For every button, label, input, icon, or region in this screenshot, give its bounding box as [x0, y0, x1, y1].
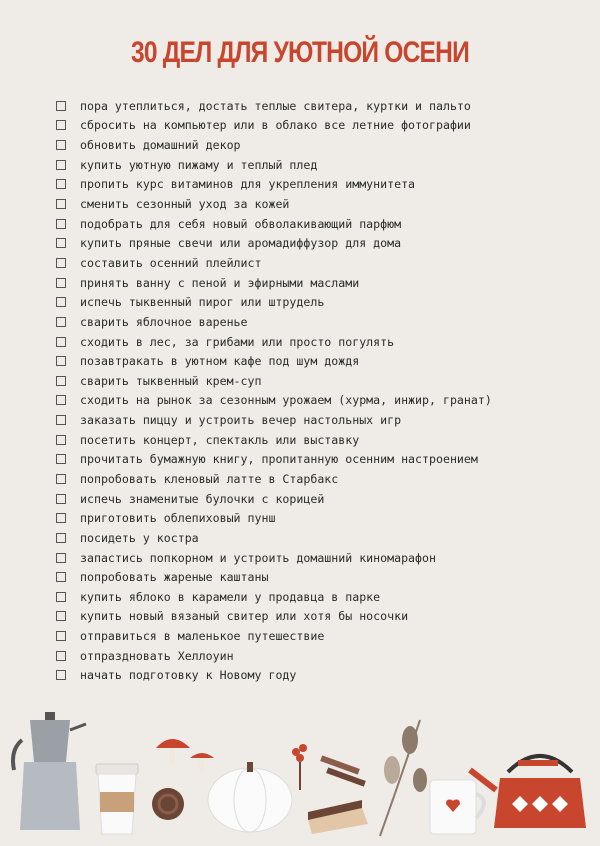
checkbox-icon — [56, 199, 66, 209]
list-item-label: позавтракать в уютном кафе под шум дождя — [80, 354, 360, 369]
list-item-label: посетить концерт, спектакль или выставку — [80, 432, 360, 447]
list-item-label: сварить яблочное варенье — [80, 314, 248, 329]
list-item — [56, 292, 596, 312]
cinnamon-roll-icon — [152, 788, 184, 820]
list-item — [56, 626, 596, 646]
list-item — [56, 253, 596, 273]
list-item — [56, 96, 596, 116]
list-item-label: сбросить на компьютер или в облако все летние фотографии — [80, 118, 471, 133]
list-item-label: купить уютную пижаму и теплый плед — [80, 157, 318, 172]
checkbox-icon — [56, 533, 66, 543]
checkbox-icon — [56, 395, 66, 405]
list-item — [56, 430, 596, 450]
list-item-label: принять ванну с пеной и эфирными маслами — [80, 275, 360, 290]
list-item — [56, 312, 596, 332]
checkbox-icon — [56, 494, 66, 504]
oak-branch-icon — [380, 720, 427, 836]
checkbox-icon — [56, 572, 66, 582]
checkbox-icon — [56, 651, 66, 661]
list-item-label: приготовить облепиховый пунш — [80, 511, 276, 526]
list-item-label: пропить курс витаминов для укрепления иммунитета — [80, 177, 416, 192]
coffee-cup-icon — [96, 764, 138, 834]
list-item-label: сменить сезонный уход за кожей — [80, 197, 290, 212]
list-item — [56, 489, 596, 509]
list-item-label: заказать пиццу и устроить вечер настольных игр — [80, 413, 402, 428]
checkbox-icon — [56, 160, 66, 170]
moka-pot-icon — [13, 712, 86, 830]
checkbox-icon — [56, 670, 66, 680]
list-item-label: отправиться в маленькое путешествие — [80, 629, 325, 644]
checkbox-icon — [56, 513, 66, 523]
checkbox-icon — [56, 238, 66, 248]
list-item — [56, 194, 596, 214]
list-item — [56, 155, 596, 175]
list-item — [56, 528, 596, 548]
list-item-label: попробовать жареные каштаны — [80, 570, 269, 585]
list-item-label: сходить в лес, за грибами или просто погулять — [80, 334, 395, 349]
list-item-label: обновить домашний декор — [80, 138, 241, 153]
checkbox-icon — [56, 278, 66, 288]
list-item-label: купить пряные свечи или аромадиффузор для дома — [80, 236, 402, 251]
list-item — [56, 666, 596, 686]
checkbox-icon — [56, 179, 66, 189]
pumpkin-icon — [208, 762, 292, 832]
checkbox-icon — [56, 120, 66, 130]
list-item — [56, 233, 596, 253]
list-item-label: подобрать для себя новый обволакивающий парфюм — [80, 216, 402, 231]
list-item — [56, 607, 596, 627]
checkbox-icon — [56, 297, 66, 307]
checkbox-icon — [56, 101, 66, 111]
checkbox-icon — [56, 553, 66, 563]
list-item-label: сходить на рынок за сезонным урожаем (хурма, инжир, гранат) — [80, 393, 492, 408]
checkbox-icon — [56, 611, 66, 621]
list-item — [56, 135, 596, 155]
list-item — [56, 587, 596, 607]
list-item-label: сварить тыквенный крем-суп — [80, 373, 262, 388]
heart-mug-icon — [430, 780, 484, 834]
list-item — [56, 508, 596, 528]
list-item-label: запастись попкорном и устроить домашний киномарафон — [80, 550, 436, 565]
page-title: 30 ДЕЛ ДЛЯ УЮТНОЙ ОСЕНИ — [131, 36, 469, 69]
autumn-illustrations — [0, 700, 600, 846]
list-item — [56, 351, 596, 371]
list-item — [56, 450, 596, 470]
list-item-label: попробовать кленовый латте в Старбакс — [80, 471, 339, 486]
checkbox-icon — [56, 631, 66, 641]
list-item-label: прочитать бумажную книгу, пропитанную осенним настроением — [80, 452, 478, 467]
checkbox-icon — [56, 592, 66, 602]
list-item-label: посидеть у костра — [80, 530, 199, 545]
list-item — [56, 548, 596, 568]
checkbox-icon — [56, 140, 66, 150]
list-item — [56, 410, 596, 430]
checkbox-icon — [56, 317, 66, 327]
checkbox-icon — [56, 435, 66, 445]
checklist — [56, 96, 596, 685]
list-item — [56, 175, 596, 195]
list-item-label: купить яблоко в карамели у продавца в парке — [80, 589, 381, 604]
list-item — [56, 391, 596, 411]
list-item-label: начать подготовку к Новому году — [80, 668, 297, 683]
list-item — [56, 371, 596, 391]
checkbox-icon — [56, 474, 66, 484]
checkbox-icon — [56, 219, 66, 229]
list-item-label: пора утеплиться, достать теплые свитера, куртки и пальто — [80, 98, 471, 113]
checkbox-icon — [56, 337, 66, 347]
checkbox-icon — [56, 415, 66, 425]
list-item-label: испечь тыквенный пирог или штрудель — [80, 295, 325, 310]
list-item — [56, 646, 596, 666]
list-item — [56, 567, 596, 587]
list-item-label: отпраздновать Хеллоуин — [80, 648, 234, 663]
pie-slice-icon — [308, 800, 368, 834]
list-item — [56, 273, 596, 293]
list-item — [56, 469, 596, 489]
list-item-label: купить новый вязаный свитер или хотя бы носочки — [80, 609, 409, 624]
list-item — [56, 116, 596, 136]
checkbox-icon — [56, 376, 66, 386]
checkbox-icon — [56, 258, 66, 268]
checkbox-icon — [56, 356, 66, 366]
kettle-icon — [470, 756, 586, 828]
list-item — [56, 332, 596, 352]
rowan-berries-icon — [292, 744, 307, 790]
list-item-label: испечь знаменитые булочки с корицей — [80, 491, 325, 506]
checkbox-icon — [56, 454, 66, 464]
list-item — [56, 214, 596, 234]
list-item-label: составить осенний плейлист — [80, 255, 262, 270]
mushrooms-icon — [156, 739, 214, 770]
cinnamon-sticks-icon — [320, 755, 366, 786]
